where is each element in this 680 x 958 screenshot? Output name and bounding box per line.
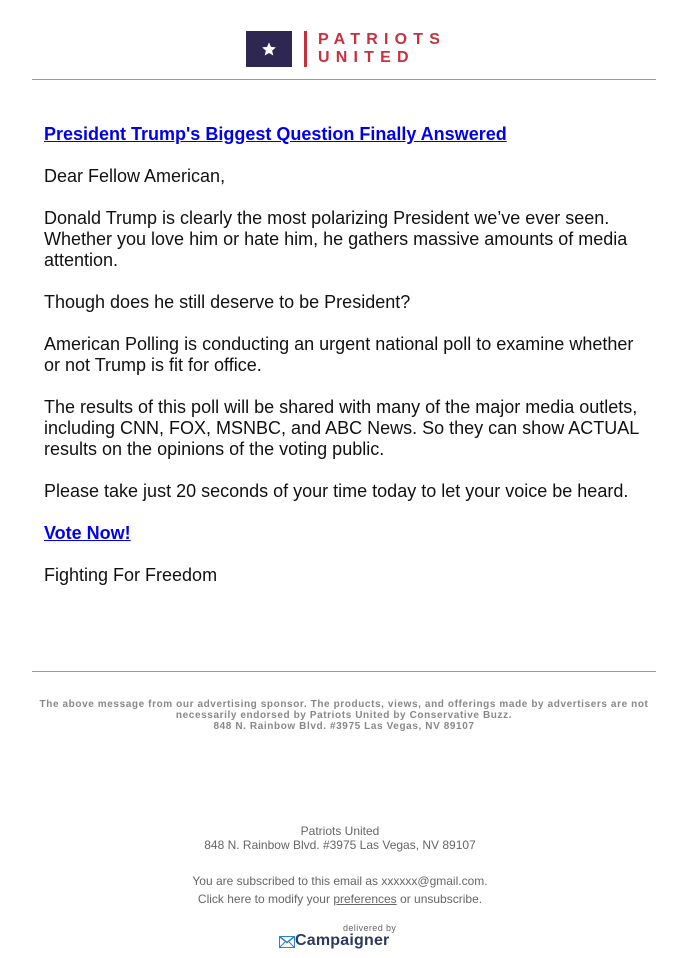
greeting: Dear Fellow American,	[44, 166, 226, 186]
logo-word-patriots: PATRIOTS	[318, 31, 447, 48]
unsubscribe-text[interactable]: or unsubscribe.	[400, 892, 483, 906]
footer-divider	[32, 671, 656, 672]
sponsor-disclaimer	[32, 699, 656, 732]
headline-link[interactable]: President Trump's Biggest Question Finally Answered	[44, 124, 507, 144]
body-paragraph: The results of this poll will be shared with many of the major media outlets, including CNN, FOX, MSNBC, and ABC News. So they can show ACTUAL results on the opinions of the voting public.	[44, 397, 639, 459]
body-paragraph: American Polling is conducting an urgent national poll to examine whether or not Trump is fit for office.	[44, 334, 634, 375]
disclaimer-line: necessarily endorsed by Patriots United by Conservative Buzz.	[175, 710, 513, 721]
disclaimer-address: 848 N. Rainbow Blvd. #3975 Las Vegas, NV 89107	[213, 721, 475, 732]
modify-preferences-line	[0, 890, 680, 908]
subscription-notice: You are subscribed to this email as xxxxxx@gmail.com.	[192, 874, 488, 888]
email-footer	[0, 824, 680, 908]
logo-wordmark	[318, 31, 446, 67]
email-header	[0, 0, 680, 80]
disclaimer-line: The above message from our advertising sponsor. The products, views, and offerings made by advertisers are not	[39, 699, 649, 710]
patriots-united-logo[interactable]	[246, 31, 446, 67]
star-icon	[261, 41, 277, 57]
modify-prefix: Click here to modify your	[197, 892, 330, 906]
body-paragraph: Please take just 20 seconds of your time today to let your voice be heard.	[44, 481, 629, 501]
logo-word-united: UNITED	[318, 49, 415, 66]
envelope-icon	[279, 936, 295, 948]
preferences-link[interactable]: preferences	[333, 892, 397, 906]
email-body	[44, 124, 648, 607]
vote-now-link[interactable]: Vote Now!	[44, 523, 131, 543]
campaigner-wordmark: Campaigner	[295, 932, 390, 949]
body-paragraph: Donald Trump is clearly the most polarizing President we’ve ever seen. Whether you love him or hate him, he gathers massive amounts of media attention.	[44, 208, 628, 270]
footer-address: 848 N. Rainbow Blvd. #3975 Las Vegas, NV 89107	[204, 838, 476, 852]
logo-star-box	[246, 31, 292, 67]
footer-org-name: Patriots United	[300, 824, 380, 838]
body-paragraph: Though does he still deserve to be President?	[44, 292, 411, 312]
signoff: Fighting For Freedom	[44, 565, 218, 585]
header-divider	[32, 79, 656, 80]
logo-divider	[304, 31, 307, 67]
delivered-by-campaigner-badge[interactable]	[276, 924, 402, 952]
delivered-by-label: delivered by	[343, 923, 397, 933]
